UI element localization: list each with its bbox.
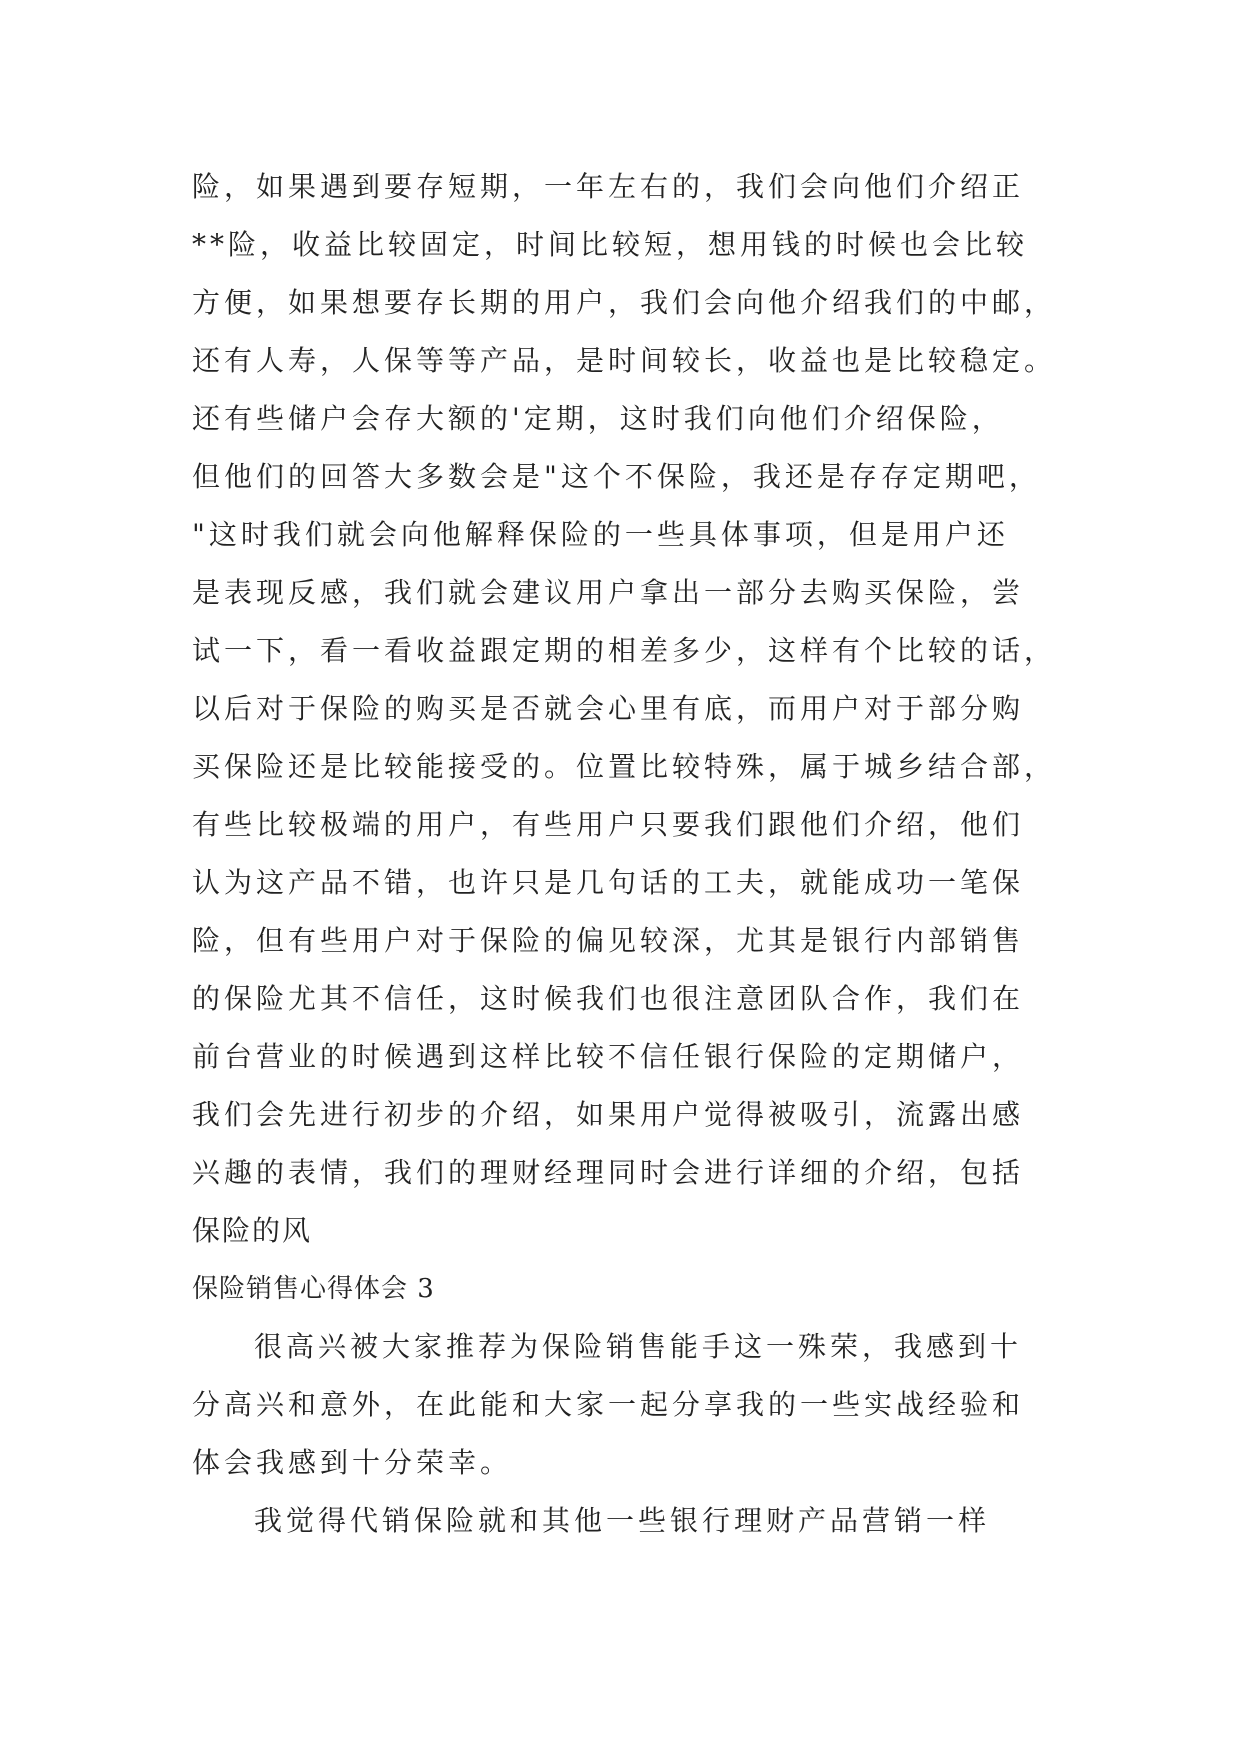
document-text <box>192 158 1057 1550</box>
body-line: 有些比较极端的用户，有些用户只要我们跟他们介绍，他们 <box>192 808 1025 841</box>
body-line: 还有人寿，人保等等产品，是时间较长，收益也是比较稳定。 <box>192 344 1057 377</box>
body-line: 以后对于保险的购买是否就会心里有底，而用户对于部分购 <box>192 692 1025 725</box>
paragraph-line: 体会我感到十分荣幸。 <box>192 1446 513 1479</box>
paragraph-line: 我觉得代销保险就和其他一些银行理财产品营销一样 <box>254 1504 991 1537</box>
body-line: 险，如果遇到要存短期，一年左右的，我们会向他们介绍正 <box>192 170 1025 203</box>
body-line: 我们会先进行初步的介绍，如果用户觉得被吸引，流露出感 <box>192 1098 1025 1131</box>
body-line: "这时我们就会向他解释保险的一些具体事项，但是用户还 <box>192 518 1009 551</box>
paragraph-line: 很高兴被大家推荐为保险销售能手这一殊荣，我感到十 <box>254 1330 1023 1363</box>
body-line: 是表现反感，我们就会建议用户拿出一部分去购买保险，尝 <box>192 576 1025 609</box>
body-line: 前台营业的时候遇到这样比较不信任银行保险的定期储户， <box>192 1040 1025 1073</box>
body-line: **险，收益比较固定，时间比较短，想用钱的时候也会比较 <box>192 228 1029 261</box>
body-line: 还有些储户会存大额的'定期，这时我们向他们介绍保险， <box>192 402 1004 435</box>
body-line: 险，但有些用户对于保险的偏见较深，尤其是银行内部销售 <box>192 924 1025 957</box>
body-line: 方便，如果想要存长期的用户，我们会向他介绍我们的中邮， <box>192 286 1057 319</box>
body-line: 试一下，看一看收益跟定期的相差多少，这样有个比较的话， <box>192 634 1057 667</box>
body-line: 保险的风 <box>192 1214 313 1247</box>
section-title: 保险销售心得体会 3 <box>192 1274 435 1304</box>
body-line: 认为这产品不错，也许只是几句话的工夫，就能成功一笔保 <box>192 866 1025 899</box>
body-line: 的保险尤其不信任，这时候我们也很注意团队合作，我们在 <box>192 982 1025 1015</box>
paragraph-line: 分高兴和意外，在此能和大家一起分享我的一些实战经验和 <box>192 1388 1025 1421</box>
body-line: 兴趣的表情，我们的理财经理同时会进行详细的介绍，包括 <box>192 1156 1025 1189</box>
body-line: 但他们的回答大多数会是"这个不保险，我还是存存定期吧， <box>192 460 1041 493</box>
body-line: 买保险还是比较能接受的。位置比较特殊，属于城乡结合部， <box>192 750 1057 783</box>
